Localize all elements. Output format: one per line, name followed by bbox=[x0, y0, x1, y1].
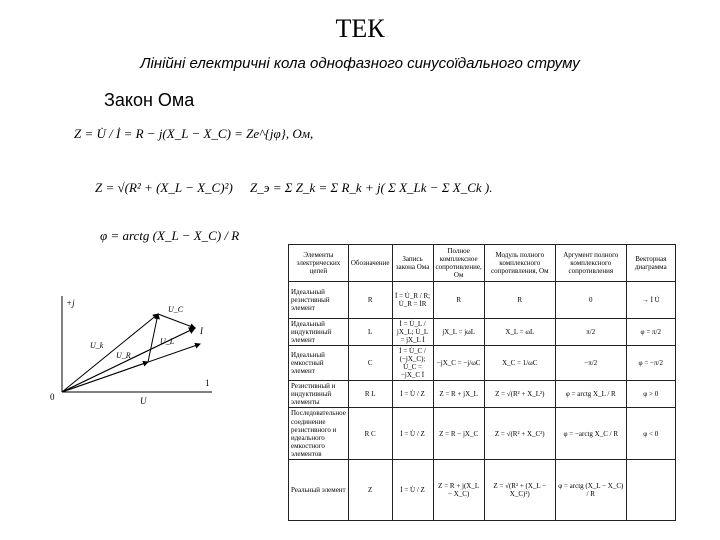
table-cell: İ = U̇_C / (−jX_C); U̇_C = −jX_C İ bbox=[392, 346, 433, 381]
vector-Ur bbox=[62, 362, 148, 392]
table-header: Модуль полного комплексного сопротивления, Ом bbox=[484, 245, 555, 282]
table-row bbox=[289, 381, 676, 408]
formula-impedance: Z = U̇ / İ = R − j(X_L − X_C) = Ze^{jφ}, Ом, bbox=[74, 126, 314, 141]
table-header: Полное комплексное сопротивление, Ом bbox=[433, 245, 484, 282]
table-cell: Последовательное соединение резистивного и идеального емкостного элементов bbox=[289, 408, 349, 459]
table-cell: Z = √(R² + X_L²) bbox=[484, 381, 555, 408]
table-cell: Идеальный резистивный элемент bbox=[289, 282, 349, 319]
label-I: I bbox=[200, 326, 203, 336]
formula-phase: φ = arctg (X_L − X_C) / R bbox=[100, 228, 240, 243]
table-cell: φ > 0 bbox=[626, 381, 675, 408]
table-cell: φ = π/2 bbox=[626, 319, 675, 346]
table-cell: −jX_C = −j/ωC bbox=[433, 346, 484, 381]
table-cell: İ = U̇_L / jX_L; U̇_L = jX_L İ bbox=[392, 319, 433, 346]
table-cell: Z = √(R² + X_C²) bbox=[484, 408, 555, 459]
table-header: Запись закона Ома bbox=[392, 245, 433, 282]
phasor-diagram bbox=[50, 292, 220, 412]
label-Uk: U_k bbox=[90, 341, 104, 350]
formula-equivalent: Z_э = Σ Z_k = Σ R_k + j( Σ X_Lk − Σ X_Ck ). bbox=[250, 180, 493, 195]
table-header: Аргумент полного комплексного сопротивления bbox=[555, 245, 626, 282]
table-cell: İ = U̇ / Z bbox=[392, 459, 433, 520]
table-cell: L bbox=[348, 319, 392, 346]
table-cell: −π/2 bbox=[555, 346, 626, 381]
table-cell: φ = arctg X_L / R bbox=[555, 381, 626, 408]
table-cell: Z = √(R² + (X_L − X_C)²) bbox=[484, 459, 555, 520]
table-header: Обозначение bbox=[348, 245, 392, 282]
label-Ul: U_L bbox=[160, 337, 175, 346]
ohm-law-table bbox=[288, 244, 676, 521]
table-cell: R bbox=[348, 282, 392, 319]
formula-modulus: Z = √(R² + (X_L − X_C)²) bbox=[95, 180, 233, 195]
table-header: Векторная диаграмма bbox=[626, 245, 675, 282]
table-cell: R C bbox=[348, 408, 392, 459]
table-cell: φ < 0 bbox=[626, 408, 675, 459]
table-cell: X_C = 1/ωC bbox=[484, 346, 555, 381]
table-cell: Реальный элемент bbox=[289, 459, 349, 520]
table-cell bbox=[626, 459, 675, 520]
table-cell: C bbox=[348, 346, 392, 381]
table-header-row bbox=[289, 245, 676, 282]
table-cell: İ = U̇_R / R; U̇_R = İR bbox=[392, 282, 433, 319]
table-cell: İ = U̇ / Z bbox=[392, 408, 433, 459]
label-axis-j: +j bbox=[66, 298, 75, 308]
label-axis-1: 1 bbox=[205, 378, 210, 388]
label-Uc: U_C bbox=[168, 305, 184, 314]
table-cell: Z = R + jX_L bbox=[433, 381, 484, 408]
label-U: U bbox=[140, 396, 147, 406]
table-cell: → İ U̇ bbox=[626, 282, 675, 319]
table-cell: R bbox=[433, 282, 484, 319]
table-cell: Z = R + j(X_L − X_C) bbox=[433, 459, 484, 520]
table-row bbox=[289, 319, 676, 346]
table-row bbox=[289, 346, 676, 381]
table-row bbox=[289, 459, 676, 520]
table-cell: X_L = ωL bbox=[484, 319, 555, 346]
table-cell: İ = U̇ / Z bbox=[392, 381, 433, 408]
table-header: Элементы электрических цепей bbox=[289, 245, 349, 282]
table-cell: φ = −π/2 bbox=[626, 346, 675, 381]
table-cell: 0 bbox=[555, 282, 626, 319]
label-origin: 0 bbox=[50, 392, 55, 402]
table-cell: Идеальный индуктивный элемент bbox=[289, 319, 349, 346]
table-cell: R bbox=[484, 282, 555, 319]
table-cell: Z bbox=[348, 459, 392, 520]
vector-Uc bbox=[158, 314, 195, 328]
table-cell: π/2 bbox=[555, 319, 626, 346]
section-heading: Закон Ома bbox=[104, 90, 195, 110]
table-cell: Z = R − jX_C bbox=[433, 408, 484, 459]
page-subtitle: Лінійні електричні кола однофазного синусоїдального струму bbox=[140, 55, 580, 72]
table-cell: jX_L = jωL bbox=[433, 319, 484, 346]
table-cell: φ = arctg (X_L − X_C) / R bbox=[555, 459, 626, 520]
label-Ur: U_R bbox=[116, 351, 131, 360]
table-cell: Резистивный и индуктивный элементы bbox=[289, 381, 349, 408]
table-cell: Идеальный емкостный элемент bbox=[289, 346, 349, 381]
table-row bbox=[289, 408, 676, 459]
page-title: ТЕК bbox=[335, 14, 385, 43]
table-row bbox=[289, 282, 676, 319]
table-cell: φ = −arctg X_C / R bbox=[555, 408, 626, 459]
table-cell: R L bbox=[348, 381, 392, 408]
